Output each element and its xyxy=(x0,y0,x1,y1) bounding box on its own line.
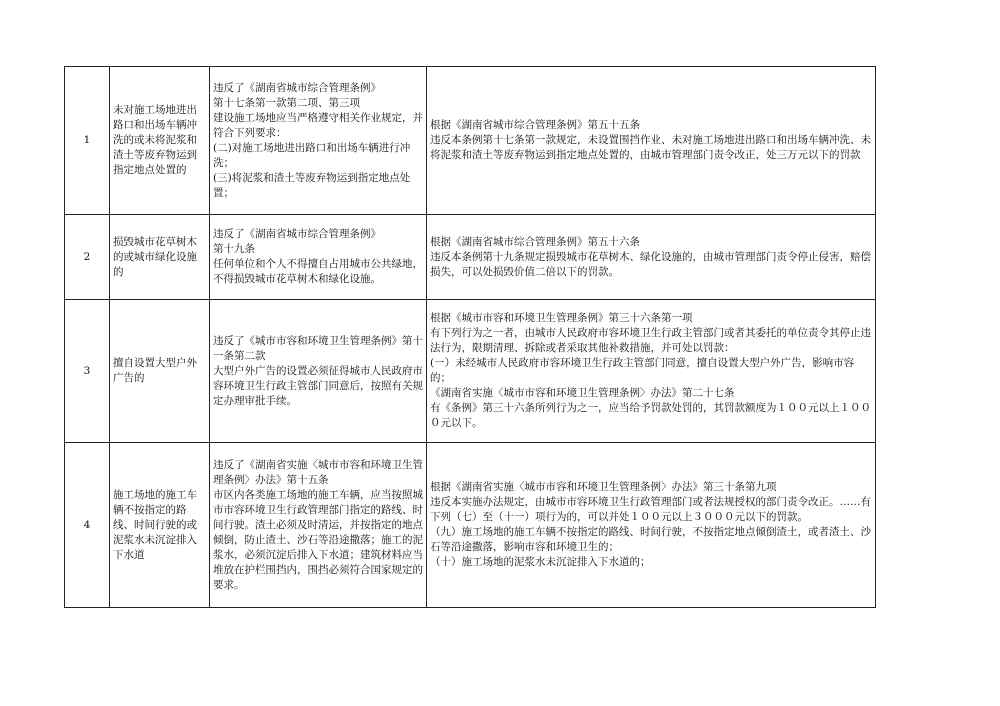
regulation-table xyxy=(64,66,876,608)
provision-line: 第十九条 xyxy=(213,243,255,255)
penalty-line: 根据《城市市容和环境卫生管理条例》第三十六条第一项 xyxy=(430,312,693,324)
violation-description: 未对施工场地进出路口和出场车辆冲洗的或未将泥浆和渣土等废弃物运到指定地点处置的 xyxy=(110,67,210,215)
penalty-line: 有《条例》第三十六条所列行为之一，应当给予罚款处罚的，其罚款额度为１００元以上１０００元以下。 xyxy=(430,402,871,429)
provision-line: 违反了《城市市容和环境卫生管理条例》第十一条第二款 xyxy=(213,334,423,362)
provision-line: 违反了《湖南省实施〈城市市容和环境卫生管理条例〉办法》第十五条 xyxy=(213,458,423,486)
table-row xyxy=(65,443,876,608)
penalty-line: （九）施工场地的施工车辆不按指定的路线、时间行驶，不按指定地点倾倒渣土，或者渣土、沙石等沿途撒落，影响市容和环境卫生的； xyxy=(430,526,871,553)
penalty-line: 《湖南省实施〈城市市容和环境卫生管理条例〉办法》第二十七条 xyxy=(430,387,735,399)
table-row xyxy=(65,67,876,215)
violated-provision xyxy=(210,443,427,608)
violation-description: 损毁城市花草树木的或城市绿化设施的 xyxy=(110,215,210,300)
provision-line: 大型户外广告的设置必须征得城市人民政府市容环境卫生行政主管部门同意后，按照有关规定办理审批手续。 xyxy=(213,364,423,407)
penalty-basis xyxy=(427,443,876,608)
penalty-line: 根据《湖南省实施〈城市市容和环境卫生管理条例〉办法》第三十条第九项 xyxy=(430,481,777,493)
provision-line: 建设施工场地应当严格遵守相关作业规定，并符合下列要求： xyxy=(213,111,423,139)
penalty-line: 有下列行为之一者，由城市人民政府市容环境卫生行政主管部门或者其委托的单位责令其停止违法行为，限期清理、拆除或者采取其他补救措施，并可处以罚款： xyxy=(430,327,871,354)
row-number: 1 xyxy=(65,67,110,215)
table-row xyxy=(65,215,876,300)
table-row xyxy=(65,300,876,443)
penalty-line: 根据《湖南省城市综合管理条例》第五十六条 xyxy=(430,235,640,248)
provision-line: (二)对施工场地进出路口和出场车辆进行冲洗； xyxy=(213,141,411,169)
penalty-basis xyxy=(427,67,876,215)
penalty-line: 违反本条例第十九条规定损毁城市花草树木、绿化设施的，由城市管理部门责令停止侵害，赔偿损失，可以处损毁价值二倍以下的罚款。 xyxy=(430,250,871,278)
penalty-line: 根据《湖南省城市综合管理条例》第五十五条 xyxy=(430,119,640,131)
provision-line: 任何单位和个人不得擅自占用城市公共绿地，不得损毁城市花草树木和绿化设施。 xyxy=(213,258,423,285)
row-number: 2 xyxy=(65,215,110,300)
penalty-line: 违反本实施办法规定，由城市市容环境卫生行政管理部门或者法规授权的部门责令改正。……有下列（七）至（十一）项行为的，可以并处１００元以上３０００元以下的罚款。 xyxy=(430,496,871,523)
row-number: 3 xyxy=(65,300,110,443)
provision-line: 市区内各类施工场地的施工车辆，应当按照城市市容环境卫生行政管理部门指定的路线、时间行驶。渣土必须及时清运，并按指定的地点倾倒，防止渣土、沙石等沿途撒落；施工的泥浆水，必须沉淀后排入下水道；建筑材料应当堆放在护栏围挡内，围挡必须符合国家规定的要求。 xyxy=(213,488,423,591)
penalty-basis xyxy=(427,215,876,300)
violated-provision xyxy=(210,300,427,443)
penalty-line: （十）施工场地的泥浆水未沉淀排入下水道的； xyxy=(430,556,651,568)
provision-line: 违反了《湖南省城市综合管理条例》 xyxy=(213,228,381,240)
violation-description: 施工场地的施工车辆不按指定的路线、时间行驶的或泥浆水未沉淀排入下水道 xyxy=(110,443,210,608)
penalty-line: 违反本条例第十七条第一款规定，未设置围挡作业、未对施工场地进出路口和出场车辆冲洗、未将泥浆和渣土等废弃物运到指定地点处置的，由城市管理部门责令改正，处三万元以下的罚款 xyxy=(430,134,871,161)
violated-provision xyxy=(210,67,427,215)
violated-provision xyxy=(210,215,427,300)
provision-line: 第十七条第一款第二项、第三项 xyxy=(213,96,360,109)
violation-description: 擅自设置大型户外广告的 xyxy=(110,300,210,443)
provision-line: (三)将泥浆和渣土等废弃物运到指定地点处置； xyxy=(213,171,411,199)
row-number: 4 xyxy=(65,443,110,608)
provision-line: 违反了《湖南省城市综合管理条例》 xyxy=(213,81,381,94)
penalty-basis xyxy=(427,300,876,443)
penalty-line: (一）未经城市人民政府市容环境卫生行政主管部门同意，擅自设置大型户外广告，影响市容的； xyxy=(430,357,855,384)
